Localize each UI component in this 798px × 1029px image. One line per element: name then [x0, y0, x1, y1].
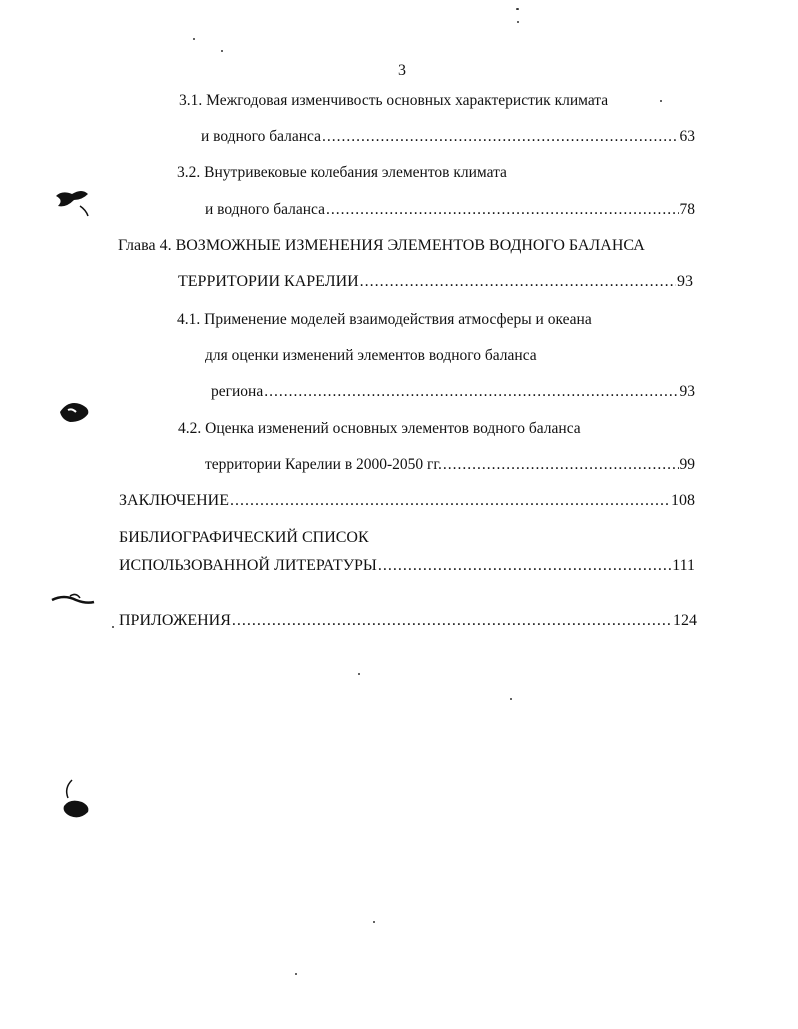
- binding-hole-mark-icon: [56, 398, 94, 428]
- binding-hole-mark-icon: [58, 778, 96, 822]
- toc-4-1-title: 4.1. Применение моделей взаимодействия атмосферы и океана: [177, 311, 592, 328]
- scan-speck: [221, 50, 223, 52]
- scan-speck: [510, 698, 512, 700]
- toc-3-2-page: 78: [679, 201, 695, 218]
- toc-bibliography-title: БИБЛИОГРАФИЧЕСКИЙ СПИСОК: [119, 529, 369, 546]
- scan-speck: [516, 8, 519, 10]
- binding-hole-mark-icon: [52, 186, 94, 218]
- scan-speck: [358, 673, 360, 675]
- toc-4-2-entry: [205, 455, 695, 475]
- toc-4-1-entry: [211, 382, 695, 402]
- toc-4-2-page: 99: [679, 456, 695, 473]
- toc-appendix-title: ПРИЛОЖЕНИЯ: [119, 612, 231, 629]
- toc-chapter-4-page: 93: [677, 273, 693, 290]
- toc-3-1-page: 63: [679, 128, 695, 145]
- toc-chapter-4-title: Глава 4. ВОЗМОЖНЫЕ ИЗМЕНЕНИЯ ЭЛЕМЕНТОВ ВОДНОГО БАЛАНСА: [118, 237, 645, 254]
- toc-3-1-entry: [201, 127, 695, 147]
- leader-dots: [322, 127, 679, 147]
- toc-3-1-title: 3.1. Межгодовая изменчивость основных характеристик климата: [179, 92, 609, 109]
- leader-dots: [326, 200, 679, 220]
- toc-4-1-title-end: региона: [211, 383, 264, 400]
- leader-dots: [443, 455, 679, 475]
- toc-3-1-title-cont: и водного баланса: [201, 128, 321, 145]
- toc-4-1-title-cont: для оценки изменений элементов водного баланса: [205, 347, 537, 364]
- page-number: 3: [398, 62, 406, 79]
- toc-bibliography-title-cont: ИСПОЛЬЗОВАННОЙ ЛИТЕРАТУРЫ: [119, 557, 377, 574]
- toc-3-2-title: 3.2. Внутривековые колебания элементов климата: [177, 164, 507, 181]
- leader-dots: [232, 611, 672, 631]
- toc-3-2-entry: [205, 200, 695, 220]
- toc-4-2-title-cont: территории Карелии в 2000-2050 гг.: [205, 456, 442, 473]
- toc-chapter-4-entry: [178, 272, 693, 292]
- scan-speck: [517, 21, 519, 23]
- scan-speck: [295, 973, 297, 975]
- scan-speck: [660, 100, 662, 102]
- toc-bibliography-page: 111: [672, 557, 695, 574]
- toc-3-2-title-cont: и водного баланса: [205, 201, 325, 218]
- toc-bibliography-entry: [119, 556, 695, 576]
- leader-dots: [378, 556, 671, 576]
- toc-appendix-entry: [119, 611, 697, 631]
- binding-hole-mark-icon: [50, 588, 98, 612]
- toc-conclusion-page: 108: [671, 492, 695, 509]
- leader-dots: [360, 272, 676, 292]
- toc-4-2-title: 4.2. Оценка изменений основных элементов водного баланса: [178, 420, 581, 437]
- scan-speck: [112, 626, 114, 628]
- toc-conclusion-entry: [119, 491, 695, 511]
- scan-speck: [373, 921, 375, 923]
- toc-4-1-page: 93: [679, 383, 695, 400]
- toc-conclusion-title: ЗАКЛЮЧЕНИЕ: [119, 492, 229, 509]
- toc-appendix-page: 124: [673, 612, 697, 629]
- leader-dots: [230, 491, 670, 511]
- toc-chapter-4-title-cont: ТЕРРИТОРИИ КАРЕЛИИ: [178, 273, 359, 290]
- leader-dots: [264, 382, 678, 402]
- scan-speck: [193, 38, 195, 40]
